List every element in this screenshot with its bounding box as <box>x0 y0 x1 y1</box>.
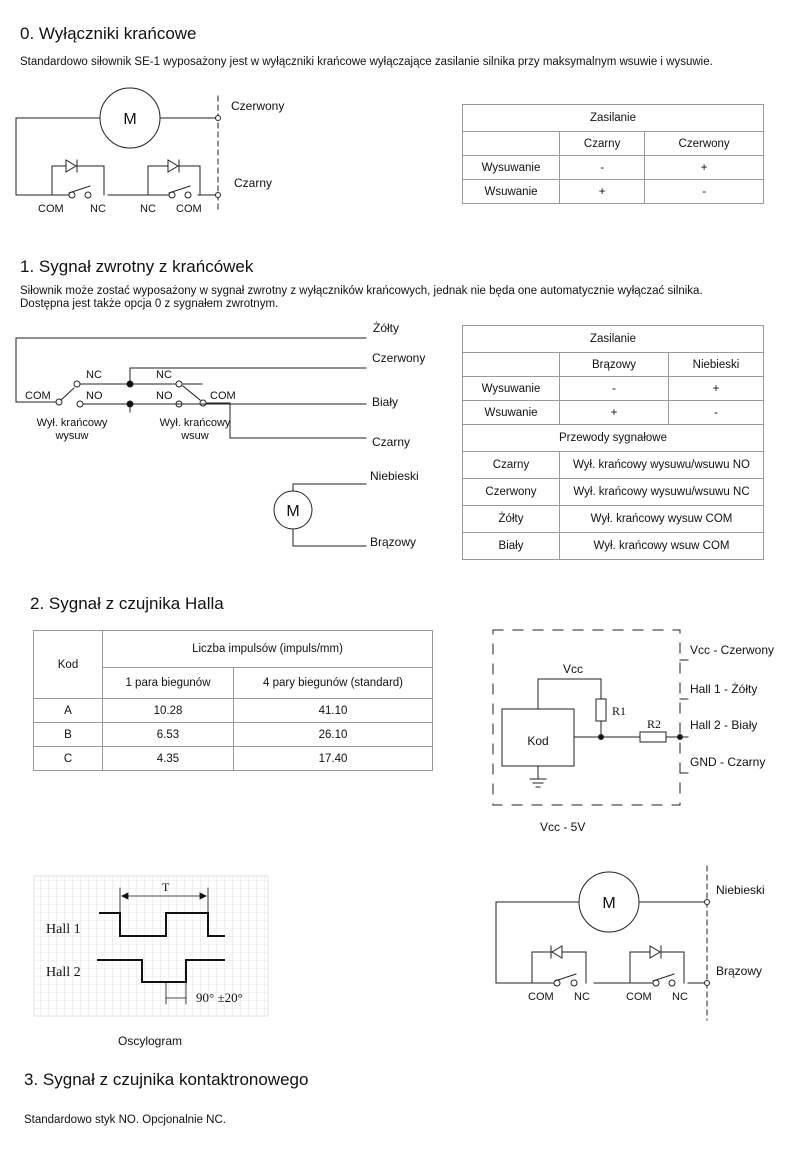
wire-label-red: Czerwony <box>231 99 285 113</box>
output-hall2-white: Hall 2 - Biały <box>690 718 758 732</box>
section-1-description: Dostępna jest także opcja 0 z sygnałem zwrotnym. <box>20 298 279 310</box>
power-signal-table-1 <box>462 325 764 560</box>
table-header: Liczba impulsów (impuls/mm) <box>103 631 433 668</box>
table-row: Biały Wył. krańcowy wsuw COM <box>463 533 764 560</box>
wire-label-blue: Niebieski <box>370 469 419 483</box>
hall-pulse-table <box>33 630 433 771</box>
table-row: Wysuwanie - + <box>463 156 764 180</box>
motor-label: M <box>286 503 300 520</box>
column-header: Czarny <box>560 132 645 156</box>
limit-switch-diagram-0 <box>16 88 221 212</box>
power-table-0 <box>462 104 764 204</box>
phase-shift-label: 90° ±20° <box>196 990 243 1005</box>
r1-label: R1 <box>612 704 627 718</box>
motor-label: M <box>602 895 616 912</box>
section-0-heading: 0. Wyłączniki krańcowe <box>20 24 197 43</box>
switch-label-extend: wysuw <box>55 430 89 442</box>
com-label: COM <box>528 991 554 1003</box>
column-header: 4 pary biegunów (standard) <box>234 668 433 699</box>
com-label: COM <box>626 991 652 1003</box>
switch-label-extend: Wył. krańcowy <box>36 417 108 429</box>
output-hall1-yellow: Hall 1 - Żółty <box>690 682 758 696</box>
switch-label-retract: Wył. krańcowy <box>159 417 231 429</box>
period-label: T <box>162 880 170 894</box>
column-header: Kod <box>34 631 103 699</box>
hall2-trace-label: Hall 2 <box>46 965 81 980</box>
section-3-description: Standardowo styk NO. Opcjonalnie NC. <box>24 1114 226 1126</box>
table-header: Zasilanie <box>463 105 764 132</box>
table-row: C 4.35 17.40 <box>34 747 433 771</box>
section-1-heading: 1. Sygnał zwrotny z krańcówek <box>20 257 254 276</box>
wire-label-white: Biały <box>372 395 399 409</box>
column-header: Brązowy <box>560 353 669 377</box>
com-label: COM <box>210 390 236 402</box>
output-vcc-red: Vcc - Czerwony <box>690 643 775 657</box>
table-row: Żółty Wył. krańcowy wysuw COM <box>463 506 764 533</box>
section-1-description: Siłownik może zostać wyposażony w sygnał zwrotny z wyłączników krańcowych, jednak nie będa one automatycznie wyłączać silnika. <box>20 285 703 297</box>
nc-label: NC <box>86 369 102 381</box>
wire-label-black: Czarny <box>372 435 411 449</box>
output-gnd-black: GND - Czarny <box>690 755 766 769</box>
table-row: Wysuwanie - + <box>463 377 764 401</box>
no-label: NO <box>86 390 103 402</box>
vcc-label: Vcc <box>563 662 584 676</box>
nc-label: NC <box>90 203 106 215</box>
wire-label-blue: Niebieski <box>716 883 765 897</box>
no-label: NO <box>156 390 173 402</box>
table-row: B 6.53 26.10 <box>34 723 433 747</box>
kod-label: Kod <box>527 734 549 748</box>
com-label: COM <box>38 203 64 215</box>
table-row: A 10.28 41.10 <box>34 699 433 723</box>
column-header: Czerwony <box>645 132 764 156</box>
table-row: Wsuwanie + - <box>463 401 764 425</box>
motor-label: M <box>123 111 137 128</box>
com-label: COM <box>25 390 51 402</box>
nc-label: NC <box>156 369 172 381</box>
section-3-heading: 3. Sygnał z czujnika kontaktronowego <box>24 1070 309 1089</box>
wire-label-brown: Brązowy <box>716 964 763 978</box>
table-row: Czarny Wył. krańcowy wysuwu/wsuwu NO <box>463 452 764 479</box>
hall1-trace-label: Hall 1 <box>46 922 81 937</box>
com-label: COM <box>176 203 202 215</box>
wire-label-brown: Brązowy <box>370 535 417 549</box>
oscillogram-caption: Oscylogram <box>118 1034 183 1048</box>
table-row: Czerwony Wył. krańcowy wysuwu/wsuwu NC <box>463 479 764 506</box>
wire-label-black: Czarny <box>234 176 273 190</box>
table-row: Wsuwanie + - <box>463 180 764 204</box>
table-header: Przewody sygnałowe <box>463 425 764 452</box>
section-0-description: Standardowo siłownik SE-1 wyposażony jest w wyłączniki krańcowe wyłączające zasilanie silnika przy maksymalnym wsuwie i wysuwie. <box>20 56 713 68</box>
nc-label: NC <box>574 991 590 1003</box>
column-header: 1 para biegunów <box>103 668 234 699</box>
table-header: Zasilanie <box>463 326 764 353</box>
r2-label: R2 <box>647 717 662 731</box>
circuit-caption: Vcc - 5V <box>540 820 586 834</box>
feedback-switch-diagram <box>16 338 366 546</box>
nc-label: NC <box>672 991 688 1003</box>
section-2-heading: 2. Sygnał z czujnika Halla <box>30 594 224 613</box>
column-header: Niebieski <box>669 353 764 377</box>
switch-label-retract: wsuw <box>181 430 209 442</box>
wire-label-red: Czerwony <box>372 351 426 365</box>
wire-label-yellow: Żółty <box>373 321 400 335</box>
nc-label: NC <box>140 203 156 215</box>
